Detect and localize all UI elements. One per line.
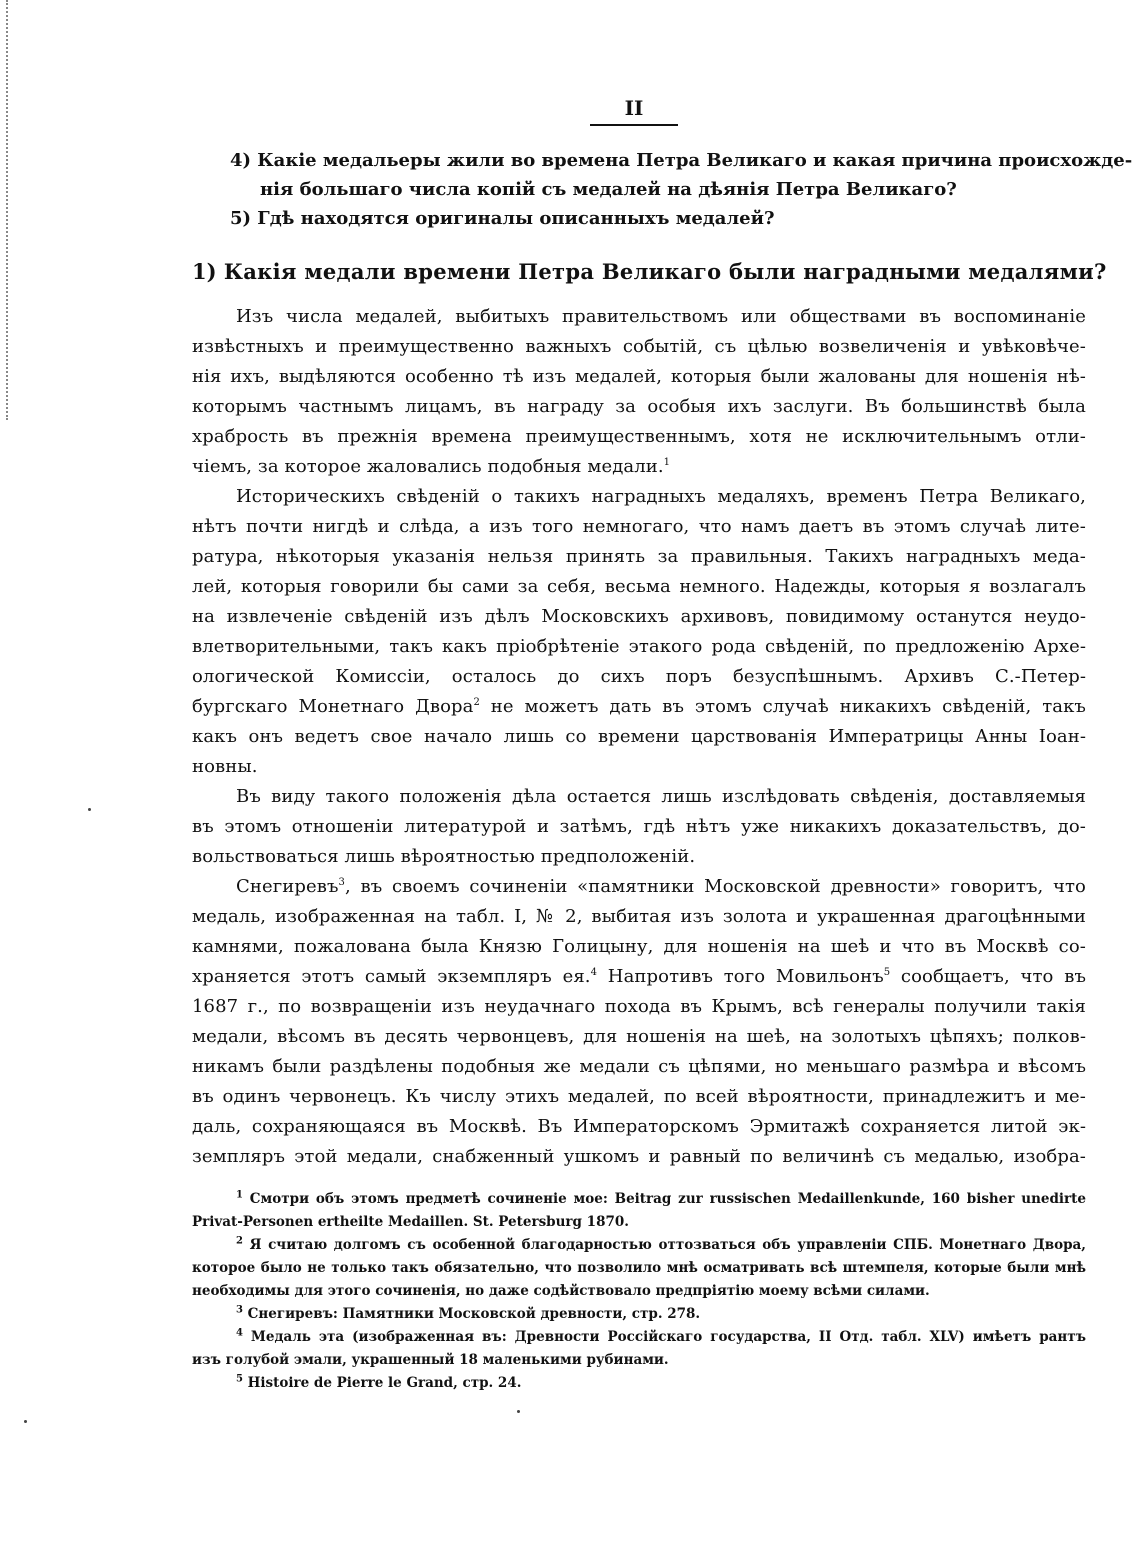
text-line: новны. [192,756,258,777]
text-line: камнями, пожалована была Князю Голицыну, для ношенія на шеѣ и что въ Москвѣ со- [192,936,1086,957]
text-fragment: Я считаю долгомъ съ особенной благодарностью оттозваться объ управленіи СПБ. Монетнаго Двора, [242,1237,1086,1253]
footnotes [192,1188,1086,1395]
section-number: 1) [192,259,217,284]
text-line: ратура, нѣкоторыя указанія нельзя принять за правильныя. Такихъ наградныхъ меда- [192,546,1086,567]
text-fragment: Медаль эта (изображенная въ: Древности Россійскаго государства, II Отд. табл. XLV) имѣетъ рантъ [242,1329,1086,1345]
footnote-marker: 4 [236,1327,243,1339]
text-line: Въ виду такого положенія дѣла остается лишь изслѣдовать свѣденія, доставляемыя [236,786,1086,807]
text-fragment: , въ своемъ сочиненіи «памятники Московской древности» говоритъ, что [344,876,1086,897]
footnote-marker: 2 [236,1235,243,1247]
body-text [192,302,1086,1172]
question-item [0,146,1140,204]
text-line: лей, которыя говорили бы сами за себя, весьма немного. Надежды, которыя я возлагалъ [192,576,1086,597]
text-line: медаль, изображенная на табл. I, № 2, выбитая изъ золота и украшенная драгоцѣнными [192,906,1086,927]
page-number: II [590,96,678,126]
text-line: въ одинъ червонецъ. Къ числу этихъ медалей, по всей вѣроятности, принадлежитъ и ме- [192,1086,1086,1107]
text-line: земпляръ этой медали, снабженный ушкомъ и равный по величинѣ съ медалью, изобра- [192,1146,1086,1167]
footnote-line: изъ голубой эмали, украшенный 18 маленькими рубинами. [192,1352,669,1368]
footnote-marker: 5 [236,1373,243,1385]
footnote [192,1372,1086,1395]
text-line [192,452,1086,482]
text-line: вольствоваться лишь вѣроятностью предположеній. [192,846,696,867]
text-fragment: чіемъ, за которое жаловались подобныя медали. [192,456,664,477]
section-heading [192,258,1107,286]
section-title: Какія медали времени Петра Великаго были наградными медалями? [223,259,1107,284]
paragraph [192,782,1086,872]
footnote-ref: 2 [473,697,480,708]
text-line: даль, сохраняющаяся въ Москвѣ. Въ Императорскомъ Эрмитажѣ сохраняется литой эк- [192,1116,1086,1137]
text-fragment: бургскаго Монетнаго Двора [192,696,474,717]
text-line: въ этомъ отношеніи литературой и затѣмъ, гдѣ нѣтъ уже никакихъ доказательствъ, до- [192,816,1086,837]
paragraph [192,482,1086,782]
footnote [192,1188,1086,1234]
text-line: влетворительными, такъ какъ пріобрѣтеніе этакого рода свѣденій, по предложенію Архе- [192,636,1086,657]
text-fragment: не можетъ дать въ этомъ случаѣ никакихъ свѣденій, такъ [479,696,1086,717]
footnote-line [192,1234,1086,1257]
text-line: 1687 г., по возвращеніи изъ неудачнаго похода въ Крымъ, всѣ генералы получили такія [192,996,1086,1017]
footnote-ref: 3 [338,877,345,888]
footnote [192,1303,1086,1326]
footnote-line [192,1303,1086,1326]
text-line [192,692,1086,722]
footnote-line [192,1326,1086,1349]
text-fragment: Снегиревъ [236,876,339,897]
text-line: какъ онъ ведетъ свое начало лишь со времени царствованія Императрицы Анны Іоан- [192,726,1086,747]
text-fragment: Смотри объ этомъ предметѣ сочиненіе мое: Beitrag zur russischen Medaillenkunde, 160 bisher unedirte [242,1191,1086,1207]
footnote [192,1326,1086,1372]
text-fragment: храняется этотъ самый экземпляръ ея. [192,966,591,987]
text-line: медали, вѣсомъ въ десять червонцевъ, для ношенія на шеѣ, на золотыхъ цѣпяхъ; полков- [192,1026,1086,1047]
footnote-line [192,1188,1086,1211]
footnote-marker: 1 [236,1189,243,1201]
question-line: нія большаго числа копій съ медалей на дѣянія Петра Великаго? [260,179,957,200]
question-item [0,204,1140,233]
text-fragment: сообщаетъ, что въ [890,966,1086,987]
ink-speck [24,1420,27,1423]
footnote-line: Privat-Personen ertheilte Medaillen. St. Petersburg 1870. [192,1214,629,1230]
footnote-line: необходимы для этого сочиненія, но даже содѣйствовало предпріятію моему всѣми силами. [192,1283,930,1299]
text-fragment: Histoire de Pierre le Grand, стр. 24. [242,1375,522,1391]
text-line: нѣтъ почти нигдѣ и слѣда, а изъ того немногаго, что намъ даетъ въ этомъ случаѣ лите- [192,516,1086,537]
ink-speck [517,1410,520,1413]
text-line: ологической Комиссіи, осталось до сихъ поръ безуспѣшнымъ. Архивъ С.-Петер- [192,666,1086,687]
text-line: на извлеченіе свѣденій изъ дѣлъ Московскихъ архивовъ, повидимому останутся неудо- [192,606,1086,627]
paragraph [192,302,1086,482]
footnote-ref: 1 [663,457,671,468]
text-fragment: Снегиревъ: Памятники Московской древности, стр. 278. [242,1306,701,1322]
footnote-marker: 3 [236,1304,243,1316]
footnote-ref: 4 [590,967,598,978]
text-line: которымъ частнымъ лицамъ, въ награду за особыя ихъ заслуги. Въ большинствѣ была [192,396,1086,417]
text-line: извѣстныхъ и преимущественно важныхъ событій, съ цѣлью возвеличенія и увѣковѣче- [192,336,1086,357]
footnote-ref: 5 [883,967,891,978]
question-line: 5) Гдѣ находятся оригиналы описанныхъ медалей? [230,208,775,229]
text-line: храбрость въ прежнія времена преимущественнымъ, хотя не исключительнымъ отли- [192,426,1086,447]
question-line: 4) Какіе медальеры жили во времена Петра Великаго и какая причина происхожде- [230,150,1133,171]
text-line [192,872,1086,902]
text-line: Изъ числа медалей, выбитыхъ правительствомъ или обществами въ воспоминаніе [236,306,1086,327]
ink-speck [88,808,91,811]
text-line: Историческихъ свѣденій о такихъ наградныхъ медаляхъ, временъ Петра Великаго, [236,486,1086,507]
text-fragment: Напротивъ того Мовильонъ [597,966,884,987]
text-line: нія ихъ, выдѣляются особенно тѣ изъ медалей, которыя были жалованы для ношенія нѣ- [192,366,1086,387]
footnote-line [192,1372,1086,1395]
text-line [192,962,1086,992]
footnote-line: которое было не только такъ обязательно, что позволило мнѣ осматривать всѣ штемпеля, которые были мнѣ [192,1260,1086,1276]
question-list [0,146,1140,233]
text-line: никамъ были раздѣлены подобныя же медали съ цѣпями, но меньшаго размѣра и вѣсомъ [192,1056,1086,1077]
paragraph [192,872,1086,1172]
footnote [192,1234,1086,1303]
